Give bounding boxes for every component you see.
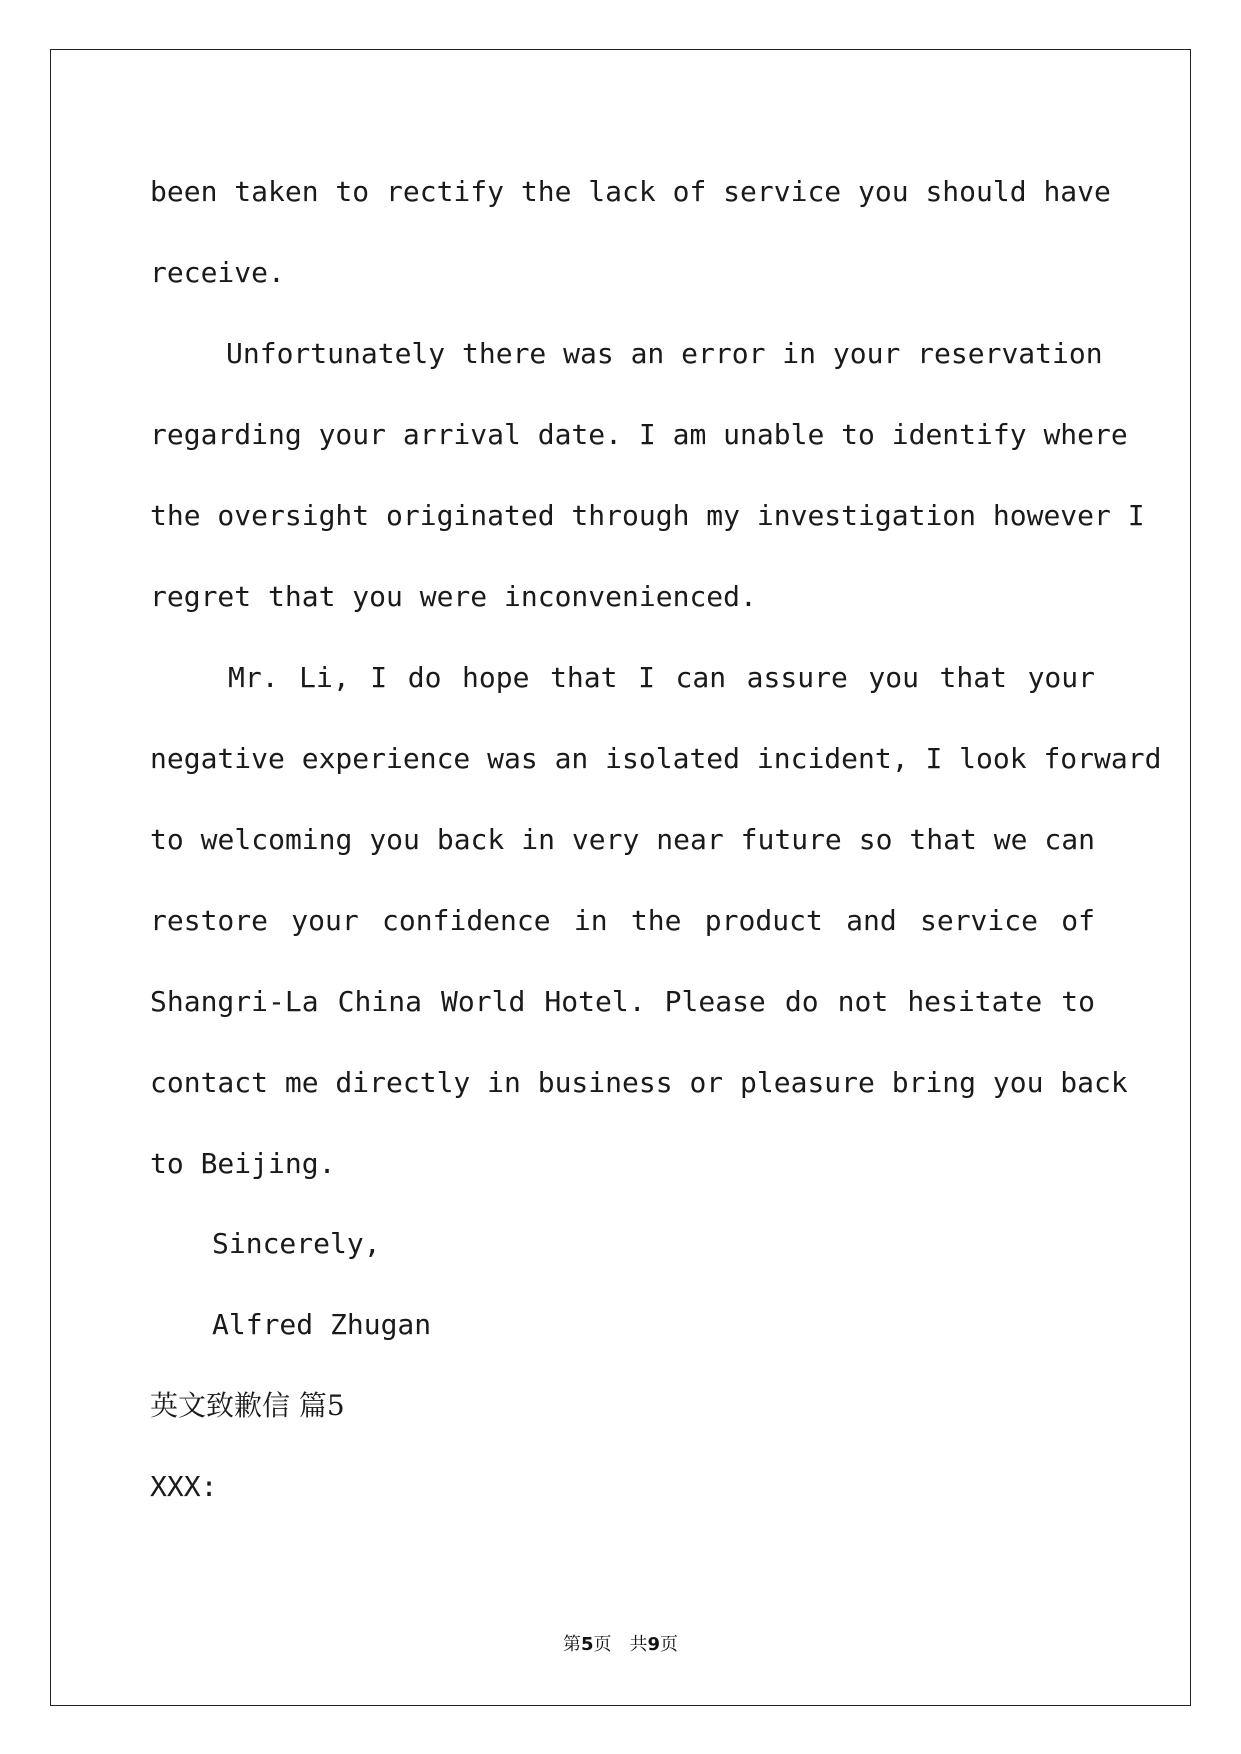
body-line: to welcoming you back in very near future so that we can [150, 823, 1095, 856]
body-line: been taken to rectify the lack of service you should have [150, 175, 1111, 208]
body-line: regarding your arrival date. I am unable to identify where [150, 418, 1128, 451]
closing-salutation: Sincerely, [212, 1227, 381, 1260]
paragraph-first-line: Mr. Li, I do hope that I can assure you that your [228, 661, 1095, 694]
body-line: the oversight originated through my investigation however I [150, 499, 1145, 532]
current-page-number: 5 [580, 1634, 594, 1655]
page-border [50, 49, 1191, 1706]
footer-suffix: 页 [660, 1634, 679, 1655]
paragraph-first-line: Unfortunately there was an error in your reservation [226, 337, 1103, 370]
body-line: contact me directly in business or pleasure bring you back [150, 1066, 1128, 1099]
body-line: Shangri-La China World Hotel. Please do not hesitate to [150, 985, 1095, 1018]
signature-name: Alfred Zhugan [212, 1308, 432, 1341]
body-line: restore your confidence in the product and service of [150, 904, 1095, 937]
body-line: to Beijing. [150, 1147, 336, 1180]
body-line: regret that you were inconvenienced. [150, 580, 757, 613]
footer-middle: 页 共 [593, 1634, 648, 1655]
page-footer [0, 1630, 1241, 1656]
body-line: receive. [150, 256, 285, 289]
total-page-number: 9 [647, 1634, 661, 1655]
footer-prefix: 第 [562, 1634, 581, 1655]
section-heading: 英文致歉信 篇5 [150, 1389, 345, 1422]
recipient-salutation: XXX: [150, 1470, 218, 1503]
body-line: negative experience was an isolated incident, I look forward [150, 742, 1162, 775]
